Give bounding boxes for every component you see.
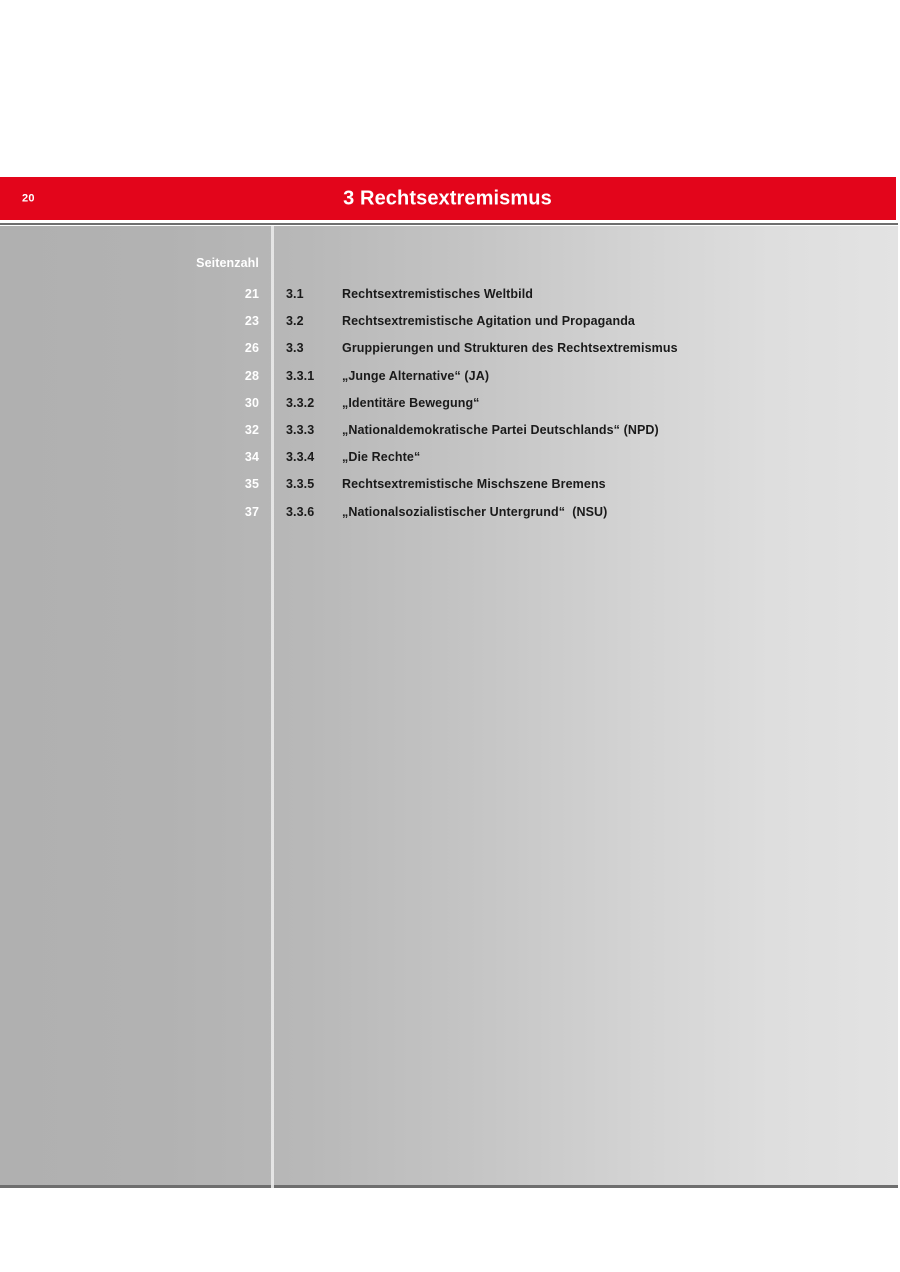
toc-entry-title: „Nationalsozialistischer Untergrund“ (NSU)	[342, 504, 608, 519]
toc-entry-number: 3.2	[286, 314, 304, 329]
toc-entry-page: 21	[244, 287, 259, 301]
toc-entry-title: „Identitäre Bewegung“	[342, 395, 480, 410]
toc-entry[interactable]	[0, 369, 898, 396]
toc-entry-title: Rechtsextremistische Agitation und Propaganda	[342, 314, 635, 329]
toc-entry-number: 3.3.2	[286, 395, 315, 410]
toc-entry-number: 3.3.5	[286, 477, 315, 492]
toc-entry-page: 30	[244, 395, 259, 410]
toc-entry-title: „Junge Alternative“ (JA)	[342, 368, 490, 383]
toc-entry[interactable]	[0, 287, 898, 314]
toc-entry-page: 28	[244, 368, 259, 383]
toc-entry-number: 3.3.6	[286, 504, 315, 519]
chapter-title: 3 Rechtsextremismus	[343, 187, 552, 210]
toc-list	[0, 287, 898, 532]
toc-entry[interactable]	[0, 450, 898, 477]
toc-entry-page: 23	[244, 314, 259, 329]
toc-entry-page: 35	[244, 477, 259, 492]
toc-entry-page: 37	[244, 504, 259, 519]
toc-entry-page: 26	[244, 341, 259, 356]
toc-entry[interactable]	[0, 477, 898, 504]
toc-entry[interactable]	[0, 423, 898, 450]
toc-entry-page: 32	[244, 422, 259, 437]
header-rule	[0, 223, 898, 225]
chapter-header-bar	[0, 177, 896, 220]
toc-entry[interactable]	[0, 505, 898, 532]
toc-entry-number: 3.3.1	[286, 368, 315, 383]
toc-entry[interactable]	[0, 396, 898, 423]
toc-entry-title: Gruppierungen und Strukturen des Rechtsextremismus	[342, 341, 678, 356]
toc-entry-title: „Nationaldemokratische Partei Deutschlands“ (NPD)	[342, 422, 659, 437]
toc-entry-title: Rechtsextremistisches Weltbild	[342, 287, 534, 301]
toc-entry[interactable]	[0, 314, 898, 341]
toc-entry-page: 34	[244, 450, 259, 465]
toc-entry-number: 3.3	[286, 341, 304, 356]
toc-entry-number: 3.1	[286, 287, 304, 301]
page-number-column-header: Seitenzahl	[196, 256, 259, 270]
toc-entry[interactable]	[0, 341, 898, 368]
toc-entry-number: 3.3.3	[286, 422, 315, 437]
page-number: 20	[22, 192, 35, 204]
toc-entry-number: 3.3.4	[286, 450, 315, 465]
toc-entry-title: „Die Rechte“	[342, 450, 421, 465]
toc-entry-title: Rechtsextremistische Mischszene Bremens	[342, 477, 606, 492]
